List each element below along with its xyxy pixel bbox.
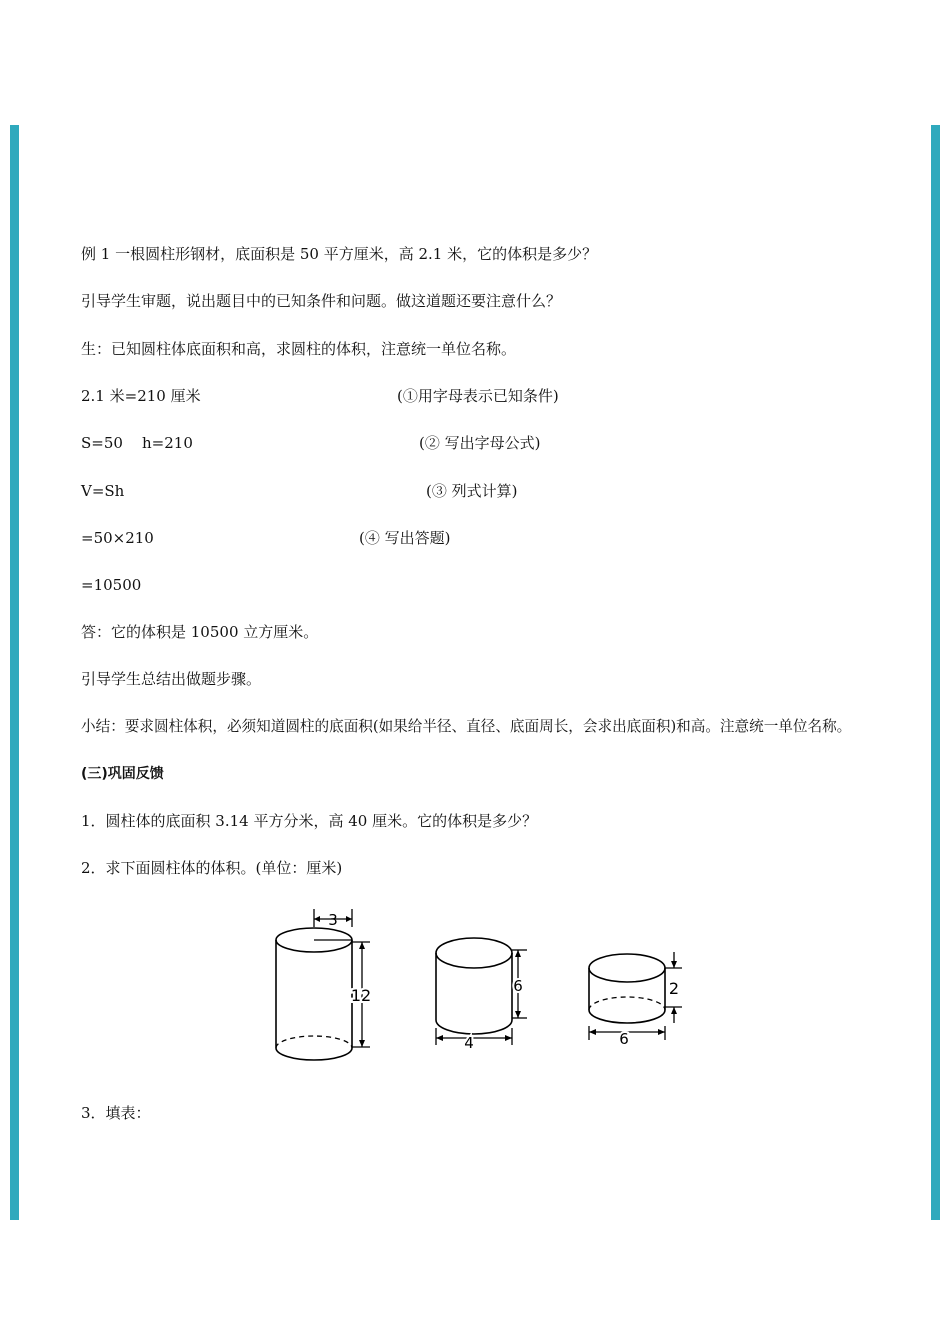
step-4-note: (④ 写出答题) (359, 529, 451, 547)
cyl3-height-label: 2 (668, 979, 680, 998)
example-1-question: 例 1 一根圆柱形钢材，底面积是 50 平方厘米，高 2.1 米，它的体积是多少？ (81, 245, 598, 263)
step-1-note: (①用字母表示已知条件) (397, 387, 559, 405)
result-line: =10500 (81, 576, 142, 594)
exercise-3-text: 3．填表： (81, 1104, 151, 1122)
cylinder-figure-1 (268, 905, 378, 1074)
cylinder-figure-3 (582, 948, 692, 1052)
cyl1-radius-label: 3 (328, 911, 338, 929)
cyl2-height-label: 6 (513, 977, 523, 995)
cyl2-diameter-label: 4 (464, 1034, 474, 1052)
known-values-line: S=50 h=210 (81, 434, 193, 452)
calculation-line: =50×210 (81, 529, 154, 547)
cyl3-diameter-label: 6 (619, 1030, 629, 1048)
right-margin-bar (931, 125, 940, 1220)
left-margin-bar (10, 125, 19, 1220)
cylinder-figure-2 (428, 928, 533, 1057)
formula-line: V=Sh (81, 482, 125, 500)
exercise-1-text: 1．圆柱体的底面积 3.14 平方分米，高 40 厘米。它的体积是多少？ (81, 812, 538, 830)
section-heading: (三)巩固反馈 (81, 766, 164, 782)
summary-text: 小结：要求圆柱体积，必须知道圆柱的底面积(如果给半径、直径、底面周长，会求出底面积)和高。注意统一单位名称。 (81, 718, 852, 735)
guide-review-text: 引导学生审题，说出题目中的已知条件和问题。做这道题还要注意什么？ (81, 292, 562, 310)
unit-conversion-line: 2.1 米=210 厘米 (81, 387, 201, 405)
guide-summary-text: 引导学生总结出做题步骤。 (81, 670, 262, 688)
answer-line: 答：它的体积是 10500 立方厘米。 (81, 623, 319, 641)
exercise-2-text: 2．求下面圆柱体的体积。(单位：厘米) (81, 859, 343, 877)
step-3-note: (③ 列式计算) (426, 482, 518, 500)
student-answer-text: 生：已知圆柱体底面积和高，求圆柱的体积，注意统一单位名称。 (81, 340, 517, 358)
cyl1-height-label: 12 (350, 986, 372, 1005)
step-2-note: (② 写出字母公式) (419, 434, 541, 452)
